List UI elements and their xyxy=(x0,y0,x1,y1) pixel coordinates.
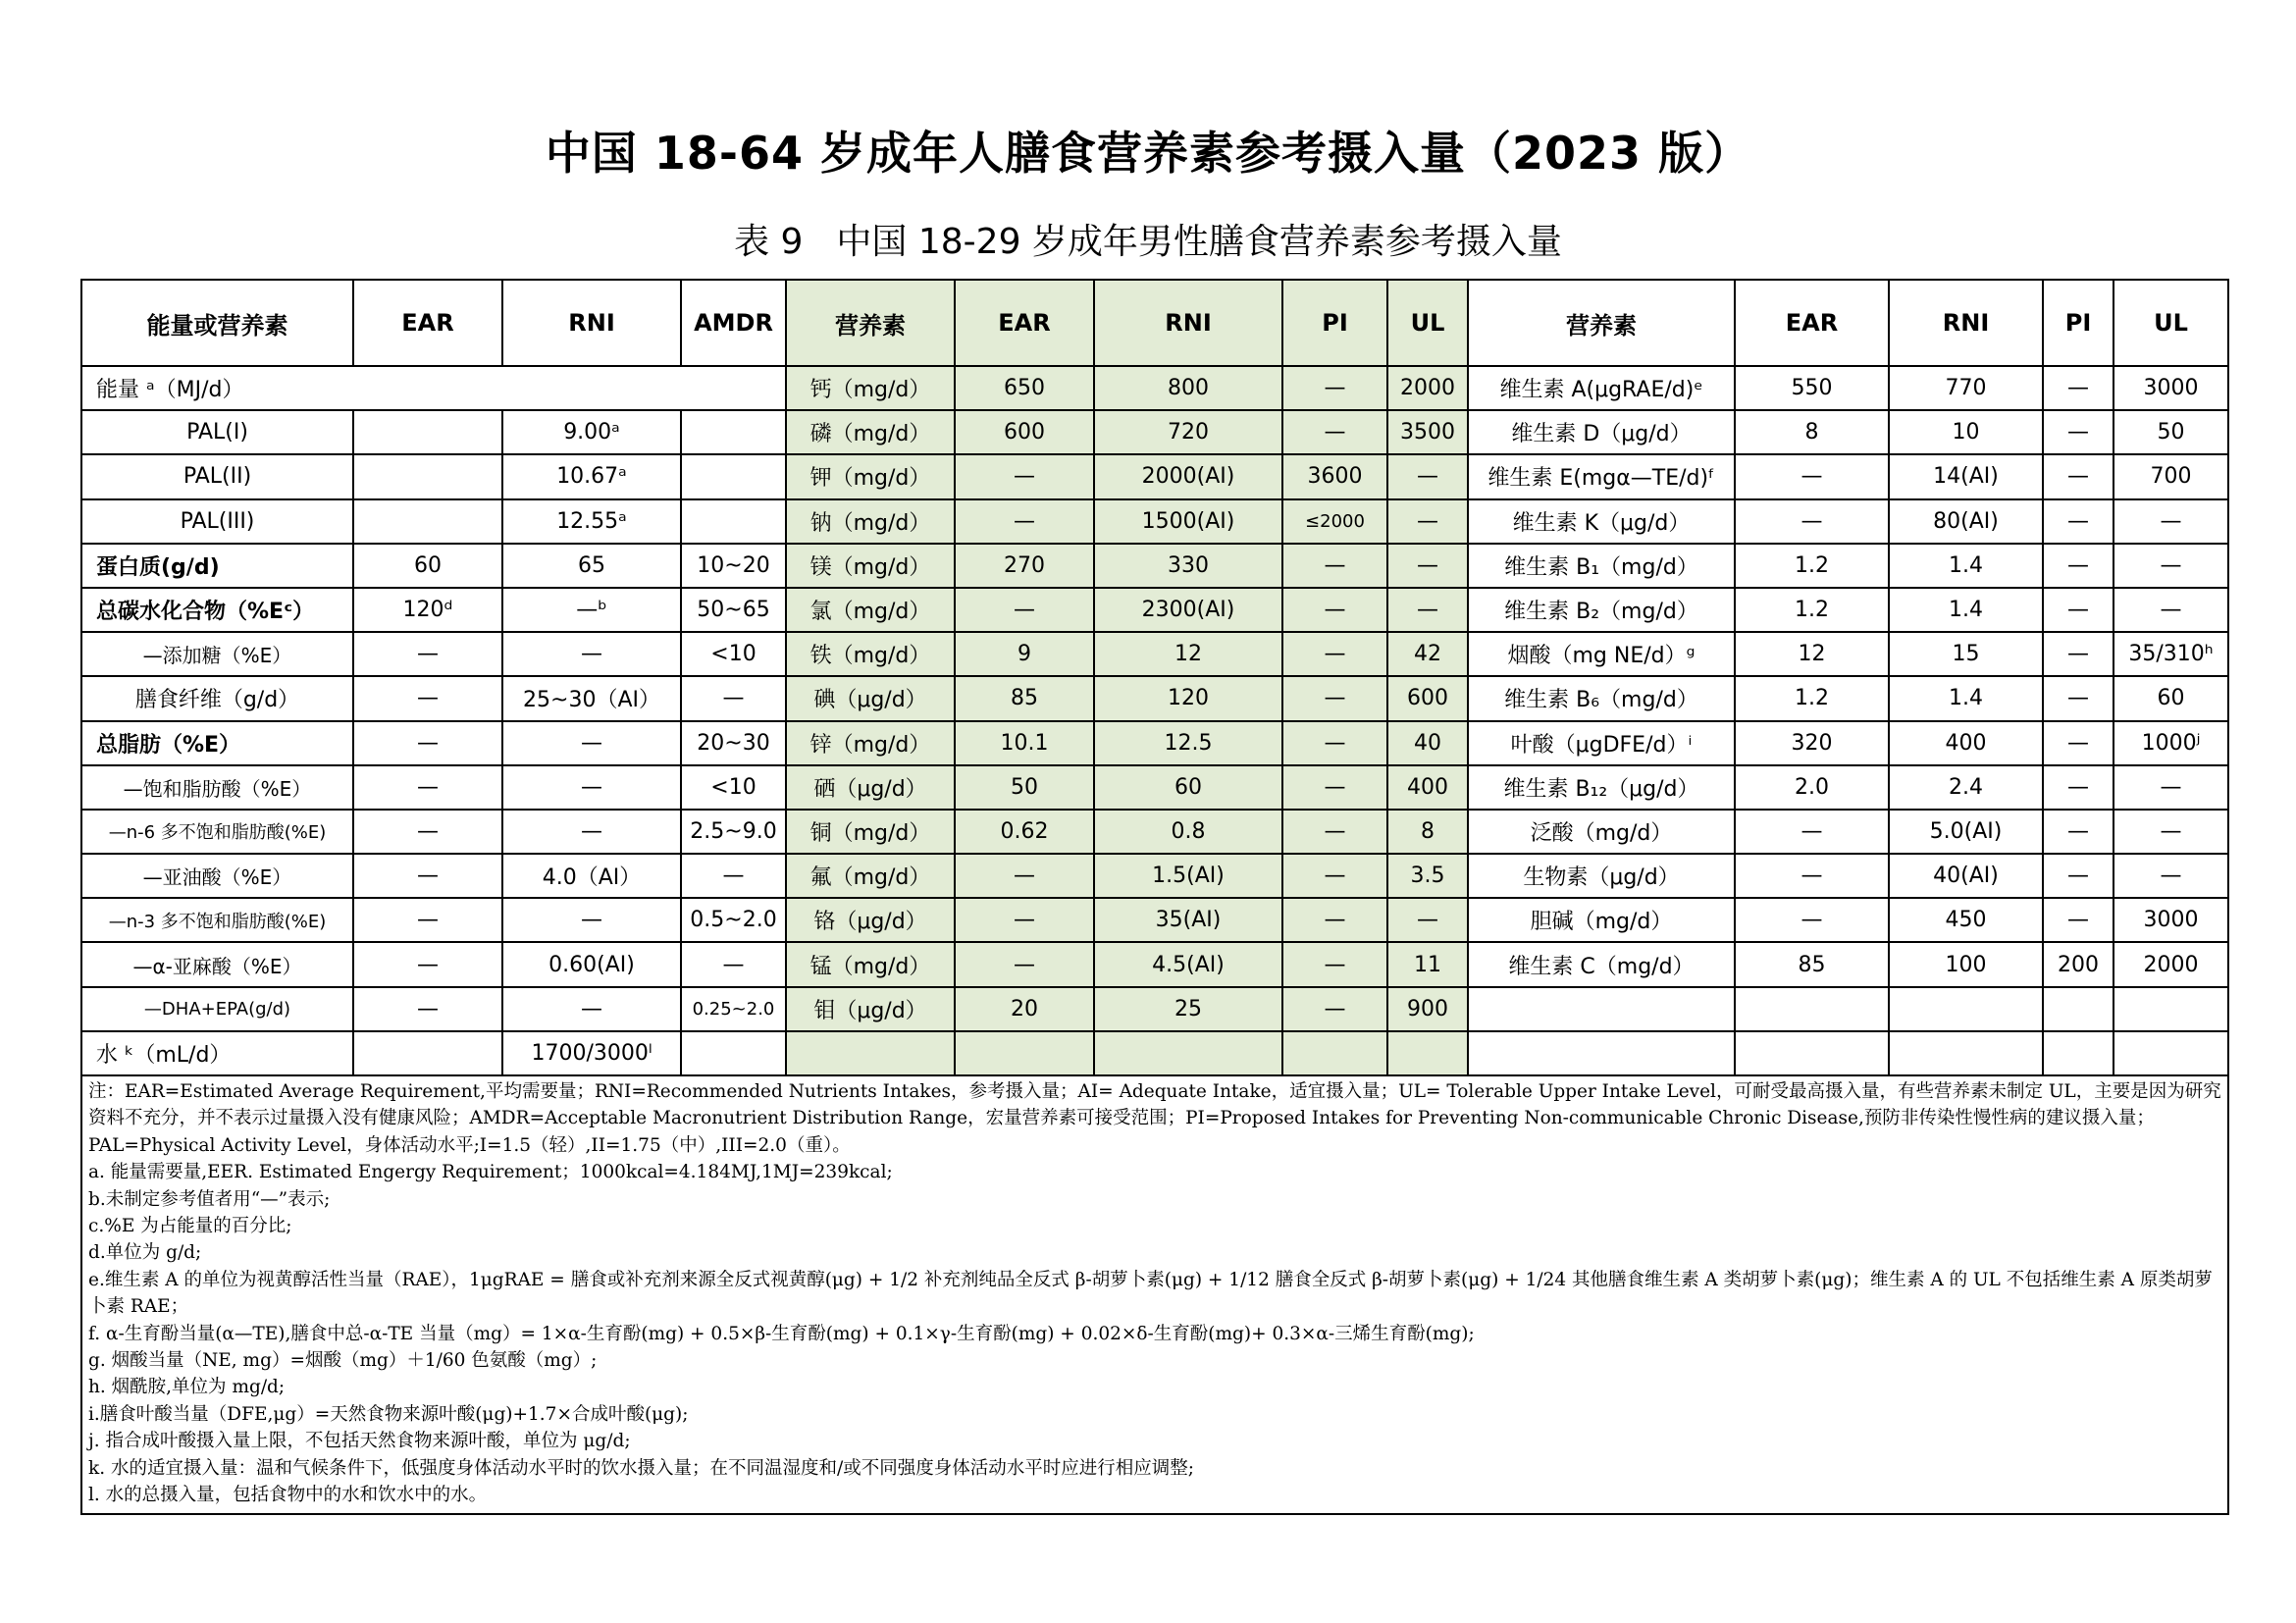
nutrient-ear: 60 xyxy=(353,544,502,588)
nutrient-name: —α-亚麻酸（%E） xyxy=(81,942,353,986)
nutrient-ear: — xyxy=(353,676,502,720)
mineral-pi: — xyxy=(1282,544,1387,588)
vitamin-rni: 100 xyxy=(1889,942,2043,986)
nutrient-amdr: 2.5~9.0 xyxy=(681,810,786,854)
vitamin-name: 胆碱（mg/d） xyxy=(1468,898,1735,942)
header-amdr: AMDR xyxy=(681,280,786,366)
mineral-pi: 3600 xyxy=(1282,454,1387,498)
vitamin-ear: 12 xyxy=(1735,632,1889,676)
nutrient-rni: —ᵇ xyxy=(502,588,681,632)
vitamin-pi: 200 xyxy=(2043,942,2113,986)
mineral-name: 氯（mg/d） xyxy=(786,588,955,632)
nutrient-rni: 12.55ᵃ xyxy=(502,499,681,544)
table-row xyxy=(81,854,2228,898)
vitamin-name: 维生素 B₆（mg/d） xyxy=(1468,676,1735,720)
mineral-pi: — xyxy=(1282,632,1387,676)
note-k: k. 水的适宜摄入量：温和气候条件下，低强度身体活动水平时的饮水摄入量；在不同温湿度和/或不同强度身体活动水平时应进行相应调整; xyxy=(88,1457,1194,1479)
vitamin-name: 维生素 K（μg/d） xyxy=(1468,499,1735,544)
nutrient-ear: — xyxy=(353,810,502,854)
note-a: a. 能量需要量,EER. Estimated Engergy Requirement；1000kcal=4.184MJ,1MJ=239kcal; xyxy=(88,1162,893,1183)
table-title: 中国 18-29 岁成年男性膳食营养素参考摄入量 xyxy=(836,222,1562,262)
nutrient-ear: — xyxy=(353,765,502,810)
nutrient-ear: — xyxy=(353,854,502,898)
mineral-ear: 650 xyxy=(955,366,1094,410)
vitamin-name: 维生素 A(μgRAE/d)ᵉ xyxy=(1468,366,1735,410)
table-row xyxy=(81,765,2228,810)
vitamin-name: 生物素（μg/d） xyxy=(1468,854,1735,898)
vitamin-ear: — xyxy=(1735,810,1889,854)
nutrient-amdr: <10 xyxy=(681,632,786,676)
table-row xyxy=(81,1031,2228,1075)
mineral-ul: 900 xyxy=(1387,987,1468,1031)
header-rni: RNI xyxy=(502,280,681,366)
table-row xyxy=(81,721,2228,765)
nutrient-rni: 0.60(AI) xyxy=(502,942,681,986)
vitamin-ear: — xyxy=(1735,898,1889,942)
vitamin-pi: — xyxy=(2043,676,2113,720)
table-row xyxy=(81,410,2228,454)
mineral-name: 铁（mg/d） xyxy=(786,632,955,676)
mineral-ear: 0.62 xyxy=(955,810,1094,854)
header-energy-nutrient: 能量或营养素 xyxy=(81,280,353,366)
energy-cell: 能量 ᵃ（MJ/d） xyxy=(81,366,786,410)
vitamin-rni: 5.0(AI) xyxy=(1889,810,2043,854)
vitamin-rni xyxy=(1889,987,2043,1031)
mineral-name: 锰（mg/d） xyxy=(786,942,955,986)
nutrient-name: 水 ᵏ（mL/d） xyxy=(81,1031,353,1075)
header-pi: PI xyxy=(2043,280,2113,366)
vitamin-pi: — xyxy=(2043,454,2113,498)
nutrient-amdr: — xyxy=(681,854,786,898)
nutrient-ear xyxy=(353,454,502,498)
vitamin-pi xyxy=(2043,1031,2113,1075)
note-h: h. 烟酰胺,单位为 mg/d; xyxy=(88,1377,286,1398)
mineral-rni: 4.5(AI) xyxy=(1094,942,1282,986)
vitamin-rni: 15 xyxy=(1889,632,2043,676)
vitamin-ear: — xyxy=(1735,499,1889,544)
nutrient-name: —DHA+EPA(g/d) xyxy=(81,987,353,1031)
note-g: g. 烟酸当量（NE, mg）=烟酸（mg）＋1/60 色氨酸（mg）; xyxy=(88,1350,598,1372)
mineral-name: 钙（mg/d） xyxy=(786,366,955,410)
vitamin-pi: — xyxy=(2043,810,2113,854)
vitamin-ul: — xyxy=(2113,854,2228,898)
mineral-name: 镁（mg/d） xyxy=(786,544,955,588)
table-row xyxy=(81,942,2228,986)
mineral-name: 硒（μg/d） xyxy=(786,765,955,810)
vitamin-ear xyxy=(1735,987,1889,1031)
note-i: i.膳食叶酸当量（DFE,μg）=天然食物来源叶酸(μg)+1.7×合成叶酸(μg); xyxy=(88,1403,689,1425)
nutrient-name: —饱和脂肪酸（%E） xyxy=(81,765,353,810)
vitamin-ul: 700 xyxy=(2113,454,2228,498)
header-mineral: 营养素 xyxy=(786,280,955,366)
vitamin-ear: 2.0 xyxy=(1735,765,1889,810)
table-row xyxy=(81,544,2228,588)
vitamin-rni: 14(AI) xyxy=(1889,454,2043,498)
mineral-rni: 1500(AI) xyxy=(1094,499,1282,544)
vitamin-ul xyxy=(2113,1031,2228,1075)
table-row xyxy=(81,987,2228,1031)
mineral-ear: — xyxy=(955,588,1094,632)
vitamin-name: 烟酸（mg NE/d）ᵍ xyxy=(1468,632,1735,676)
mineral-ear: 600 xyxy=(955,410,1094,454)
nutrient-rni: 4.0（AI） xyxy=(502,854,681,898)
nutrient-rni: 10.67ᵃ xyxy=(502,454,681,498)
mineral-rni: 1.5(AI) xyxy=(1094,854,1282,898)
vitamin-rni: 40(AI) xyxy=(1889,854,2043,898)
vitamin-ear: 1.2 xyxy=(1735,588,1889,632)
nutrient-amdr xyxy=(681,1031,786,1075)
mineral-name xyxy=(786,1031,955,1075)
nutrient-rni: 9.00ᵃ xyxy=(502,410,681,454)
mineral-ul xyxy=(1387,1031,1468,1075)
vitamin-name: 维生素 D（μg/d） xyxy=(1468,410,1735,454)
nutrient-amdr: 50~65 xyxy=(681,588,786,632)
vitamin-ul: 1000ʲ xyxy=(2113,721,2228,765)
note-d: d.单位为 g/d; xyxy=(88,1242,202,1264)
vitamin-ul: 35/310ʰ xyxy=(2113,632,2228,676)
mineral-pi: — xyxy=(1282,721,1387,765)
nutrient-name: 总脂肪（%E） xyxy=(81,721,353,765)
vitamin-pi: — xyxy=(2043,544,2113,588)
mineral-name: 锌（mg/d） xyxy=(786,721,955,765)
mineral-ul: — xyxy=(1387,588,1468,632)
nutrient-reference-table xyxy=(80,279,2229,1515)
vitamin-name: 叶酸（μgDFE/d）ⁱ xyxy=(1468,721,1735,765)
mineral-rni: 720 xyxy=(1094,410,1282,454)
vitamin-pi xyxy=(2043,987,2113,1031)
mineral-name: 磷（mg/d） xyxy=(786,410,955,454)
table-row xyxy=(81,366,2228,410)
mineral-name: 钾（mg/d） xyxy=(786,454,955,498)
nutrient-name: PAL(I) xyxy=(81,410,353,454)
vitamin-ul xyxy=(2113,987,2228,1031)
mineral-name: 钼（μg/d） xyxy=(786,987,955,1031)
mineral-rni: 60 xyxy=(1094,765,1282,810)
table-row xyxy=(81,588,2228,632)
vitamin-name xyxy=(1468,1031,1735,1075)
nutrient-name: —n-6 多不饱和脂肪酸(%E) xyxy=(81,810,353,854)
mineral-pi: — xyxy=(1282,410,1387,454)
nutrient-name: —亚油酸（%E） xyxy=(81,854,353,898)
mineral-name: 碘（μg/d） xyxy=(786,676,955,720)
mineral-rni: 330 xyxy=(1094,544,1282,588)
mineral-ul: 400 xyxy=(1387,765,1468,810)
vitamin-rni: 1.4 xyxy=(1889,676,2043,720)
mineral-ul: — xyxy=(1387,898,1468,942)
nutrient-ear xyxy=(353,499,502,544)
note-f: f. α-生育酚当量(α—TE),膳食中总-α-TE 当量（mg）= 1×α-生育酚(mg) + 0.5×β-生育酚(mg) + 0.1×γ-生育酚(mg) + 0.02×δ-生育酚(mg)+ 0.3×α-三烯生育酚(mg); xyxy=(88,1323,1475,1344)
mineral-rni: 120 xyxy=(1094,676,1282,720)
nutrient-name: PAL(III) xyxy=(81,499,353,544)
header-ear: EAR xyxy=(955,280,1094,366)
notes-row xyxy=(81,1075,2228,1514)
nutrient-rni: — xyxy=(502,898,681,942)
mineral-ear: 9 xyxy=(955,632,1094,676)
vitamin-ul: — xyxy=(2113,499,2228,544)
mineral-pi: — xyxy=(1282,765,1387,810)
mineral-ul: 8 xyxy=(1387,810,1468,854)
vitamin-ul: — xyxy=(2113,544,2228,588)
mineral-rni: 35(AI) xyxy=(1094,898,1282,942)
mineral-ear: — xyxy=(955,898,1094,942)
vitamin-ul: 50 xyxy=(2113,410,2228,454)
mineral-rni: 25 xyxy=(1094,987,1282,1031)
mineral-rni: 12 xyxy=(1094,632,1282,676)
vitamin-pi: — xyxy=(2043,588,2113,632)
nutrient-rni: — xyxy=(502,721,681,765)
header-rni: RNI xyxy=(1094,280,1282,366)
vitamin-rni: 10 xyxy=(1889,410,2043,454)
vitamin-ear xyxy=(1735,1031,1889,1075)
vitamin-ear: — xyxy=(1735,854,1889,898)
mineral-ear: — xyxy=(955,942,1094,986)
mineral-name: 钠（mg/d） xyxy=(786,499,955,544)
nutrient-name: 总碳水化合物（%Eᶜ） xyxy=(81,588,353,632)
vitamin-ear: 1.2 xyxy=(1735,544,1889,588)
mineral-rni xyxy=(1094,1031,1282,1075)
header-rni: RNI xyxy=(1889,280,2043,366)
mineral-ear: — xyxy=(955,499,1094,544)
vitamin-pi: — xyxy=(2043,721,2113,765)
mineral-name: 氟（mg/d） xyxy=(786,854,955,898)
mineral-rni: 800 xyxy=(1094,366,1282,410)
mineral-pi: — xyxy=(1282,987,1387,1031)
nutrient-amdr xyxy=(681,454,786,498)
nutrient-name: 膳食纤维（g/d） xyxy=(81,676,353,720)
vitamin-rni: 770 xyxy=(1889,366,2043,410)
nutrient-rni: 25~30（AI） xyxy=(502,676,681,720)
mineral-pi: — xyxy=(1282,366,1387,410)
table-row xyxy=(81,454,2228,498)
table-row xyxy=(81,676,2228,720)
nutrient-ear: — xyxy=(353,987,502,1031)
vitamin-ear: 550 xyxy=(1735,366,1889,410)
mineral-name: 铜（mg/d） xyxy=(786,810,955,854)
vitamin-pi: — xyxy=(2043,499,2113,544)
nutrient-ear xyxy=(353,410,502,454)
vitamin-ear: — xyxy=(1735,454,1889,498)
vitamin-ul: — xyxy=(2113,810,2228,854)
nutrient-ear: — xyxy=(353,632,502,676)
header-ul: UL xyxy=(2113,280,2228,366)
vitamin-ear: 1.2 xyxy=(1735,676,1889,720)
note-l: l. 水的总摄入量，包括食物中的水和饮水中的水。 xyxy=(88,1485,488,1506)
mineral-pi xyxy=(1282,1031,1387,1075)
header-vitamin: 营养素 xyxy=(1468,280,1735,366)
vitamin-ul: — xyxy=(2113,588,2228,632)
nutrient-amdr: <10 xyxy=(681,765,786,810)
header-pi: PI xyxy=(1282,280,1387,366)
header-ear: EAR xyxy=(353,280,502,366)
mineral-ear: — xyxy=(955,454,1094,498)
mineral-ul: — xyxy=(1387,499,1468,544)
mineral-ear: 50 xyxy=(955,765,1094,810)
mineral-pi: — xyxy=(1282,676,1387,720)
nutrient-amdr: — xyxy=(681,676,786,720)
nutrient-ear: — xyxy=(353,942,502,986)
table-row xyxy=(81,499,2228,544)
page-title: 中国 18-64 岁成年人膳食营养素参考摄入量（2023 版） xyxy=(545,127,1751,180)
mineral-ear: 85 xyxy=(955,676,1094,720)
nutrient-rni: — xyxy=(502,632,681,676)
vitamin-ear: 320 xyxy=(1735,721,1889,765)
mineral-rni: 2000(AI) xyxy=(1094,454,1282,498)
vitamin-ear: 8 xyxy=(1735,410,1889,454)
nutrient-ear: — xyxy=(353,898,502,942)
nutrient-amdr xyxy=(681,410,786,454)
mineral-ul: 3500 xyxy=(1387,410,1468,454)
mineral-rni: 12.5 xyxy=(1094,721,1282,765)
vitamin-pi: — xyxy=(2043,854,2113,898)
vitamin-rni: 80(AI) xyxy=(1889,499,2043,544)
mineral-ear: — xyxy=(955,854,1094,898)
vitamin-ul: 3000 xyxy=(2113,366,2228,410)
vitamin-rni: 1.4 xyxy=(1889,544,2043,588)
mineral-ul: 40 xyxy=(1387,721,1468,765)
mineral-ul: 42 xyxy=(1387,632,1468,676)
table-header-row xyxy=(81,280,2228,366)
vitamin-name: 维生素 E(mgα—TE/d)ᶠ xyxy=(1468,454,1735,498)
nutrient-amdr: — xyxy=(681,942,786,986)
nutrient-name: 蛋白质(g/d) xyxy=(81,544,353,588)
table-number: 表 9 xyxy=(734,222,804,262)
vitamin-rni: 400 xyxy=(1889,721,2043,765)
mineral-rni: 2300(AI) xyxy=(1094,588,1282,632)
nutrient-rni: 65 xyxy=(502,544,681,588)
mineral-ul: 11 xyxy=(1387,942,1468,986)
mineral-ear: 270 xyxy=(955,544,1094,588)
mineral-ear xyxy=(955,1031,1094,1075)
vitamin-pi: — xyxy=(2043,366,2113,410)
vitamin-name: 维生素 B₁₂（μg/d） xyxy=(1468,765,1735,810)
mineral-rni: 0.8 xyxy=(1094,810,1282,854)
note-c: c.%E 为占能量的百分比; xyxy=(88,1216,292,1237)
vitamin-rni: 1.4 xyxy=(1889,588,2043,632)
vitamin-name: 维生素 B₁（mg/d） xyxy=(1468,544,1735,588)
nutrient-amdr: 20~30 xyxy=(681,721,786,765)
nutrient-amdr: 0.25~2.0 xyxy=(681,987,786,1031)
table-caption xyxy=(0,214,2296,264)
mineral-pi: — xyxy=(1282,588,1387,632)
table-notes xyxy=(81,1075,2228,1514)
table-row xyxy=(81,898,2228,942)
nutrient-ear xyxy=(353,1031,502,1075)
vitamin-ul: 3000 xyxy=(2113,898,2228,942)
vitamin-ear: 85 xyxy=(1735,942,1889,986)
vitamin-rni: 450 xyxy=(1889,898,2043,942)
nutrient-amdr: 10~20 xyxy=(681,544,786,588)
nutrient-rni: — xyxy=(502,987,681,1031)
mineral-pi: — xyxy=(1282,810,1387,854)
vitamin-rni: 2.4 xyxy=(1889,765,2043,810)
vitamin-name: 维生素 B₂（mg/d） xyxy=(1468,588,1735,632)
vitamin-pi: — xyxy=(2043,410,2113,454)
vitamin-rni xyxy=(1889,1031,2043,1075)
mineral-ul: — xyxy=(1387,544,1468,588)
nutrient-rni: 1700/3000ˡ xyxy=(502,1031,681,1075)
vitamin-ul: — xyxy=(2113,765,2228,810)
nutrient-amdr xyxy=(681,499,786,544)
mineral-pi: — xyxy=(1282,898,1387,942)
vitamin-ul: 60 xyxy=(2113,676,2228,720)
mineral-pi: ≤2000 xyxy=(1282,499,1387,544)
mineral-name: 铬（μg/d） xyxy=(786,898,955,942)
mineral-ul: 600 xyxy=(1387,676,1468,720)
nutrient-name: —n-3 多不饱和脂肪酸(%E) xyxy=(81,898,353,942)
vitamin-name xyxy=(1468,987,1735,1031)
table-row xyxy=(81,810,2228,854)
mineral-ear: 10.1 xyxy=(955,721,1094,765)
nutrient-amdr: 0.5~2.0 xyxy=(681,898,786,942)
vitamin-pi: — xyxy=(2043,898,2113,942)
mineral-ear: 20 xyxy=(955,987,1094,1031)
note-abbreviations: 注：EAR=Estimated Average Requirement,平均需要量；RNI=Recommended Nutrients Intakes，参考摄入量；AI= Adequate Intake，适宜摄入量；UL= Tolerable Upper Intake Level，可耐受最高摄入量，有些营养素未制定 UL，主要是因为研究资料不充分，并不表示过量摄入没有健康风险；AMDR=Acceptable Macronutrient Distribution Range，宏量营养素可接受范围；PI=Proposed Intakes for Preventing Non-communicable Chronic Disease,预防非传染性慢性病的建议摄入量；PAL=Physical Activity Level，身体活动水平;I=1.5（轻）,II=1.75（中）,III=2.0（重）。 xyxy=(88,1081,2221,1156)
vitamin-name: 维生素 C（mg/d） xyxy=(1468,942,1735,986)
mineral-pi: — xyxy=(1282,854,1387,898)
nutrient-ear: 120ᵈ xyxy=(353,588,502,632)
nutrient-rni: — xyxy=(502,810,681,854)
header-ear: EAR xyxy=(1735,280,1889,366)
mineral-ul: 3.5 xyxy=(1387,854,1468,898)
nutrient-rni: — xyxy=(502,765,681,810)
mineral-ul: 2000 xyxy=(1387,366,1468,410)
mineral-ul: — xyxy=(1387,454,1468,498)
vitamin-pi: — xyxy=(2043,632,2113,676)
note-e: e.维生素 A 的单位为视黄醇活性当量（RAE），1μgRAE = 膳食或补充剂来源全反式视黄醇(μg) + 1/2 补充剂纯品全反式 β-胡萝卜素(μg) + 1/12 膳食全反式 β-胡萝卜素(μg) + 1/24 其他膳食维生素 A 类胡萝卜素(μg)；维生素 A 的 UL 不包括维生素 A 原类胡萝卜素 RAE； xyxy=(88,1269,2213,1318)
mineral-pi: — xyxy=(1282,942,1387,986)
nutrient-name: PAL(II) xyxy=(81,454,353,498)
vitamin-pi: — xyxy=(2043,765,2113,810)
note-b: b.未制定参考值者用“—”表示; xyxy=(88,1188,331,1210)
note-j: j. 指合成叶酸摄入量上限，不包括天然食物来源叶酸，单位为 μg/d; xyxy=(88,1431,631,1452)
table-row xyxy=(81,632,2228,676)
nutrient-ear: — xyxy=(353,721,502,765)
nutrient-name: —添加糖（%E） xyxy=(81,632,353,676)
vitamin-name: 泛酸（mg/d） xyxy=(1468,810,1735,854)
header-ul: UL xyxy=(1387,280,1468,366)
vitamin-ul: 2000 xyxy=(2113,942,2228,986)
